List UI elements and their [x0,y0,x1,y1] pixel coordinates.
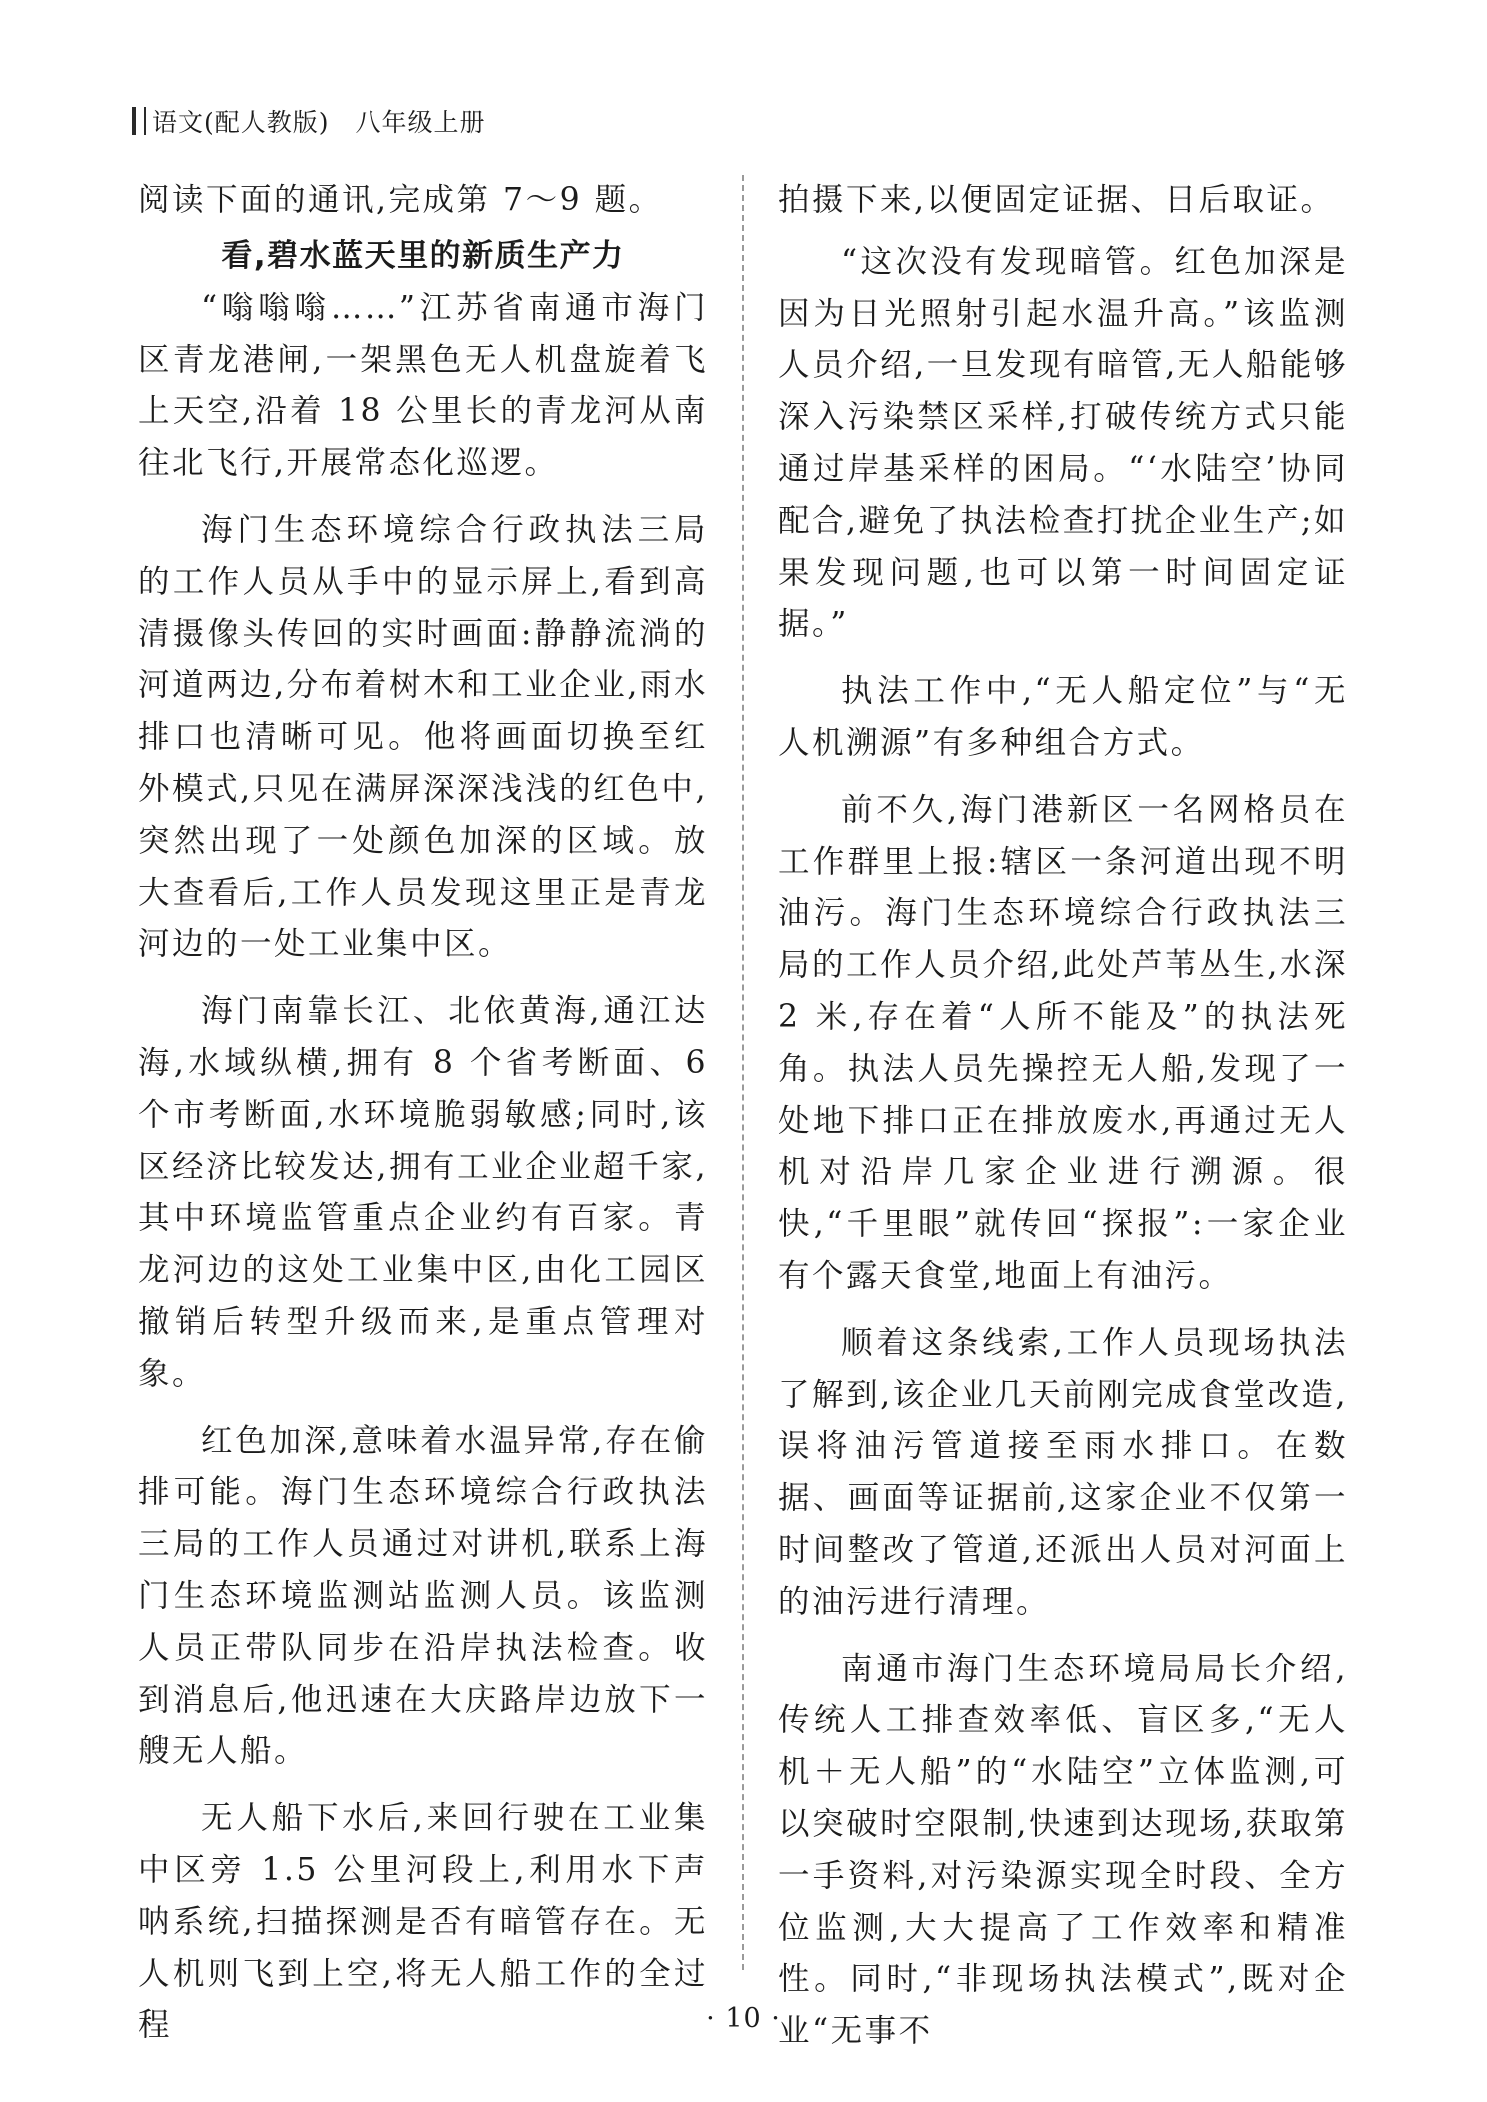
reading-instruction: 阅读下面的通讯,完成第 7～9 题。 [138,182,663,218]
paragraph: 前不久,海门港新区一名网格员在工作群里上报:辖区一条河道出现不明油污。海门生态环境综合行政执法三局的工作人员介绍,此处芦苇丛生,水深 2 米,存在着“人所不能及”的执法死角。执法人员先操控无人船,发现了一处地下排口正在排放废水,再通过无人机对沿岸几家企业进行溯源。很快,“千里眼”就传回“探报”:一家企业有个露天食堂,地面上有油污。 [778,791,1348,1294]
paragraph: 无人船下水后,来回行驶在工业集中区旁 1.5 公里河段上,利用水下声呐系统,扫描探测是否有暗管存在。无人机则飞到上空,将无人船工作的全过程 [138,1800,708,2044]
paragraph: “嗡嗡嗡……”江苏省南通市海门区青龙港闸,一架黑色无人机盘旋着飞上天空,沿着 18 公里长的青龙河从南往北飞行,开展常态化巡逻。 [138,289,708,482]
paragraph: 红色加深,意味着水温异常,存在偷排可能。海门生态环境综合行政执法三局的工作人员通过对讲机,联系上海门生态环境监测站监测人员。该监测人员正带队同步在沿岸执法检查。收到消息后,他迅速在大庆路岸边放下一艘无人船。 [138,1422,708,1770]
paragraph-continuation: 拍摄下来,以便固定证据、日后取证。 [778,182,1335,218]
article-title: 看,碧水蓝天里的新质生产力 [221,237,625,274]
paragraph: “这次没有发现暗管。红色加深是因为日光照射引起水温升高。”该监测人员介绍,一旦发现有暗管,无人船能够深入污染禁区采样,打破传统方式只能通过岸基采样的困局。“‘水陆空’协同配合,避免了执法检查打扰企业生产;如果发现问题,也可以第一时间固定证据。” [778,243,1348,643]
left-column [138,175,708,2052]
right-column [778,175,1348,2058]
header-bar-icon [132,107,136,135]
paragraph: 海门生态环境综合行政执法三局的工作人员从手中的显示屏上,看到高清摄像头传回的实时画面:静静流淌的河道两边,分布着树木和工业企业,雨水排口也清晰可见。他将画面切换至红外模式,只见在满屏深深浅浅的红色中,突然出现了一处颜色加深的区域。放大查看后,工作人员发现这里正是青龙河边的一处工业集中区。 [138,511,708,963]
paragraph: 南通市海门生态环境局局长介绍,传统人工排查效率低、盲区多,“无人机＋无人船”的“水陆空”立体监测,可以突破时空限制,快速到达现场,获取第一手资料,对污染源实现全时段、全方位监测,大大提高了工作效率和精准性。同时,“非现场执法模式”,既对企业“无事不 [778,1650,1348,2050]
paragraph: 海门南靠长江、北依黄海,通江达海,水域纵横,拥有 8 个省考断面、6 个市考断面,水环境脆弱敏感;同时,该区经济比较发达,拥有工业企业超千家,其中环境监管重点企业约有百家。青龙河边的这处工业集中区,由化工园区撤销后转型升级而来,是重点管理对象。 [138,993,708,1392]
page-number: · 10 · [706,2003,781,2034]
header-text: 语文(配人教版) 八年级上册 [152,108,486,137]
running-header [132,103,486,139]
column-divider [742,175,744,1970]
paragraph: 执法工作中,“无人船定位”与“无人机溯源”有多种组合方式。 [778,673,1348,761]
header-bar-thin-icon [144,107,146,135]
paragraph: 顺着这条线索,工作人员现场执法了解到,该企业几天前刚完成食堂改造,误将油污管道接至雨水排口。在数据、画面等证据前,这家企业不仅第一时间整改了管道,还派出人员对河面上的油污进行清理。 [778,1324,1348,1620]
